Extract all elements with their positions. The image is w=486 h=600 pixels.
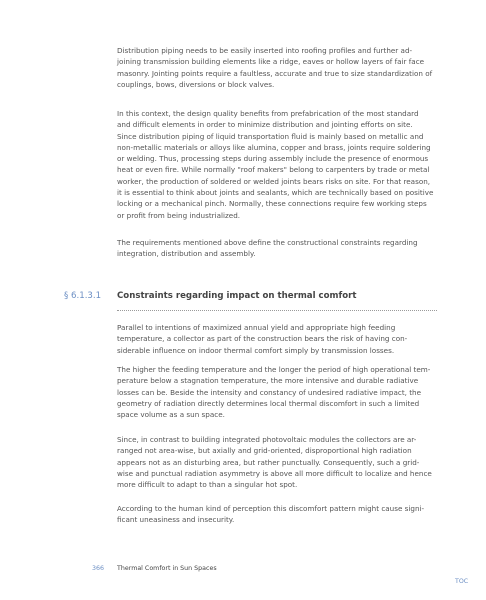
text-line: appears not as an disturbing area, but rather punctually. Consequently, such a grid- xyxy=(117,457,420,467)
text-line: or welding. Thus, processing steps during assembly include the presence of enormous xyxy=(117,154,429,164)
text-line: The higher the feeding temperature and the longer the period of high operational tem- xyxy=(117,365,431,374)
text-line: non-metallic materials or alloys like alumina, copper and brass, joints require soldering xyxy=(117,142,431,152)
text-line: worker, the production of soldered or welded joints bears risks on site. For that reason, xyxy=(117,176,431,186)
text-line: In this context, the design quality benefits from prefabrication of the most standard xyxy=(117,109,419,118)
text-line: ficant uneasiness and insecurity. xyxy=(117,515,235,525)
text-line: more difficult to adapt to than a singular hot spot. xyxy=(117,480,298,490)
body-paragraph-3 xyxy=(117,237,437,260)
text-line: losses can be. Beside the intensity and constancy of undesired radiative impact, the xyxy=(117,387,422,397)
text-line: joining transmission building elements like a ridge, eaves or hollow layers of fair face xyxy=(117,57,425,67)
running-title: Thermal Comfort in Sun Spaces xyxy=(117,565,217,572)
text-line: Since distribution piping of liquid transportation fluid is mainly based on metallic and xyxy=(117,131,424,141)
text-line: According to the human kind of perception this discomfort pattern might cause signi- xyxy=(117,504,425,513)
text-line: The requirements mentioned above define the constructional constraints regarding xyxy=(117,238,418,247)
text-line: integration, distribution and assembly. xyxy=(117,249,256,259)
text-line: and difficult elements in order to minimize distribution and jointing efforts on site. xyxy=(117,120,413,130)
text-line: geometry of radiation directly determines local thermal discomfort in such a limited xyxy=(117,398,420,408)
text-line: it is essential to think about joints and sealants, which are technically based on positive xyxy=(117,188,434,198)
toc-link[interactable]: TOC xyxy=(455,578,469,585)
section-number: § 6.1.3.1 xyxy=(64,291,102,301)
section-paragraph-4 xyxy=(117,503,437,526)
text-line: wise and punctual radiation asymmetry is above all more difficult to localize and hence xyxy=(117,468,432,478)
section-paragraph-1 xyxy=(117,322,437,356)
text-line: siderable influence on indoor thermal comfort simply by transmission losses. xyxy=(117,345,395,355)
text-line: couplings, bows, diversions or block valves. xyxy=(117,79,275,89)
text-line: locking or a mechanical pinch. Normally, these connections require few working steps xyxy=(117,199,427,209)
text-line: perature below a stagnation temperature, the more intensive and durable radiative xyxy=(117,376,419,386)
text-line: masonry. Jointing points require a faultless, accurate and true to size standardization of xyxy=(117,68,433,78)
section-heading xyxy=(0,291,486,305)
text-line: Distribution piping needs to be easily inserted into roofing profiles and further ad- xyxy=(117,46,413,55)
section-paragraph-2 xyxy=(117,364,437,420)
section-title: Constraints regarding impact on thermal comfort xyxy=(117,291,357,301)
text-line: space volume as a sun space. xyxy=(117,410,225,420)
section-divider xyxy=(117,310,437,311)
text-line: or profit from being industrialized. xyxy=(117,210,241,220)
text-line: Since, in contrast to building integrated photovoltaic modules the collectors are ar- xyxy=(117,435,417,444)
body-paragraph-1 xyxy=(117,45,437,90)
body-paragraph-2 xyxy=(117,108,437,221)
text-line: Parallel to intentions of maximized annual yield and appropriate high feeding xyxy=(117,323,396,332)
text-line: ranged not area-wise, but axially and grid-oriented, disproportional high radiation xyxy=(117,446,412,456)
text-line: heat or even fire. While normally "roof makers" belong to carpenters by trade or metal xyxy=(117,165,430,175)
section-paragraph-3 xyxy=(117,434,437,490)
text-line: temperature, a collector as part of the construction bears the risk of having con- xyxy=(117,334,408,344)
page-number: 366 xyxy=(92,565,105,572)
